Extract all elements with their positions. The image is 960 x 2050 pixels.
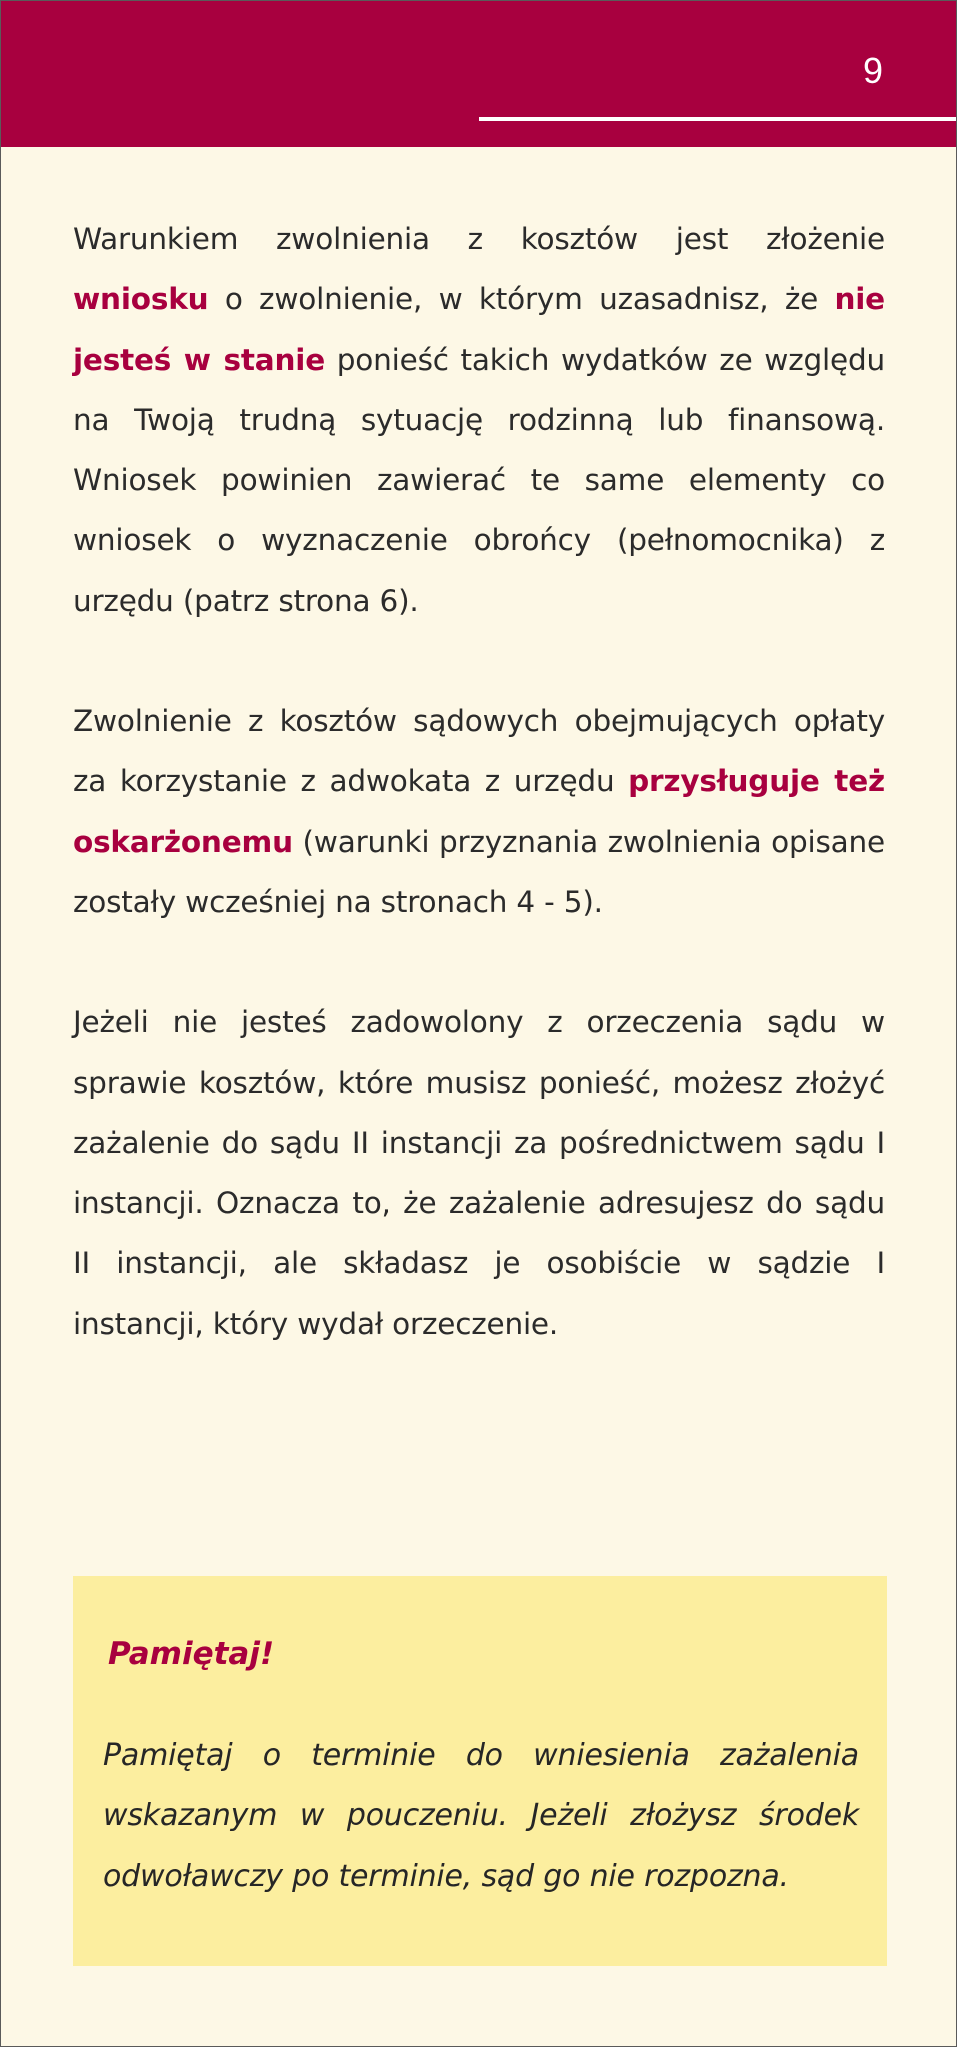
highlight-wniosku: wniosku xyxy=(73,282,209,317)
header-rule xyxy=(479,117,957,121)
paragraph-segment: o zwolnienie, w którym uzasadnisz, że xyxy=(208,282,835,317)
highlight-nie-jestes-w-stanie: nie jesteś w stanie xyxy=(73,282,885,377)
paragraph-segment: ponieść takich wydatków ze względu na Twoją trudną sytuację rodzinną lub finansową. Wniosek powinien zawierać te same elementy co wniosek o wyznaczenie obrońcy (pełnomocnika) z urzędu (patrz strona 6). xyxy=(73,342,885,618)
header-bar xyxy=(1,1,956,147)
highlight-przysluguje-oskarzonemu: przysługuje też oskarżonemu xyxy=(73,764,885,859)
reminder-title: Pamiętaj! xyxy=(108,1636,275,1672)
paragraph-court-fees xyxy=(73,691,885,932)
paragraph-segment: (warunki przyznania zwolnienia opisane zostały wcześniej na stronach 4 - 5). xyxy=(73,824,885,919)
reminder-box xyxy=(73,1576,887,1966)
paragraph-segment: Warunkiem zwolnienia z kosztów jest złożenie xyxy=(73,222,885,256)
main-content xyxy=(73,209,885,1354)
paragraph-appeal xyxy=(73,992,885,1354)
paragraph-segment: Zwolnienie z kosztów sądowych obejmujących opłaty za korzystanie z adwokata z urzędu xyxy=(73,704,885,799)
paragraph-segment: Jeżeli nie jesteś zadowolony z orzeczenia sądu w sprawie kosztów, które musisz ponieść, możesz złożyć zażalenie do sądu II instancji za pośrednictwem sądu I instancji. Oznacza to, że zażalenie adresujesz do sądu II instancji, ale składasz je osobiście w sądzie I instancji, który wydał orzeczenie. xyxy=(73,1005,885,1341)
paragraph-costs-exemption xyxy=(73,209,885,631)
page-number: 9 xyxy=(862,50,883,91)
reminder-text: Pamiętaj o terminie do wniesienia zażalenia wskazanym w pouczeniu. Jeżeli złożysz środek odwoławczy po terminie, sąd go nie rozpozna. xyxy=(103,1738,859,1894)
